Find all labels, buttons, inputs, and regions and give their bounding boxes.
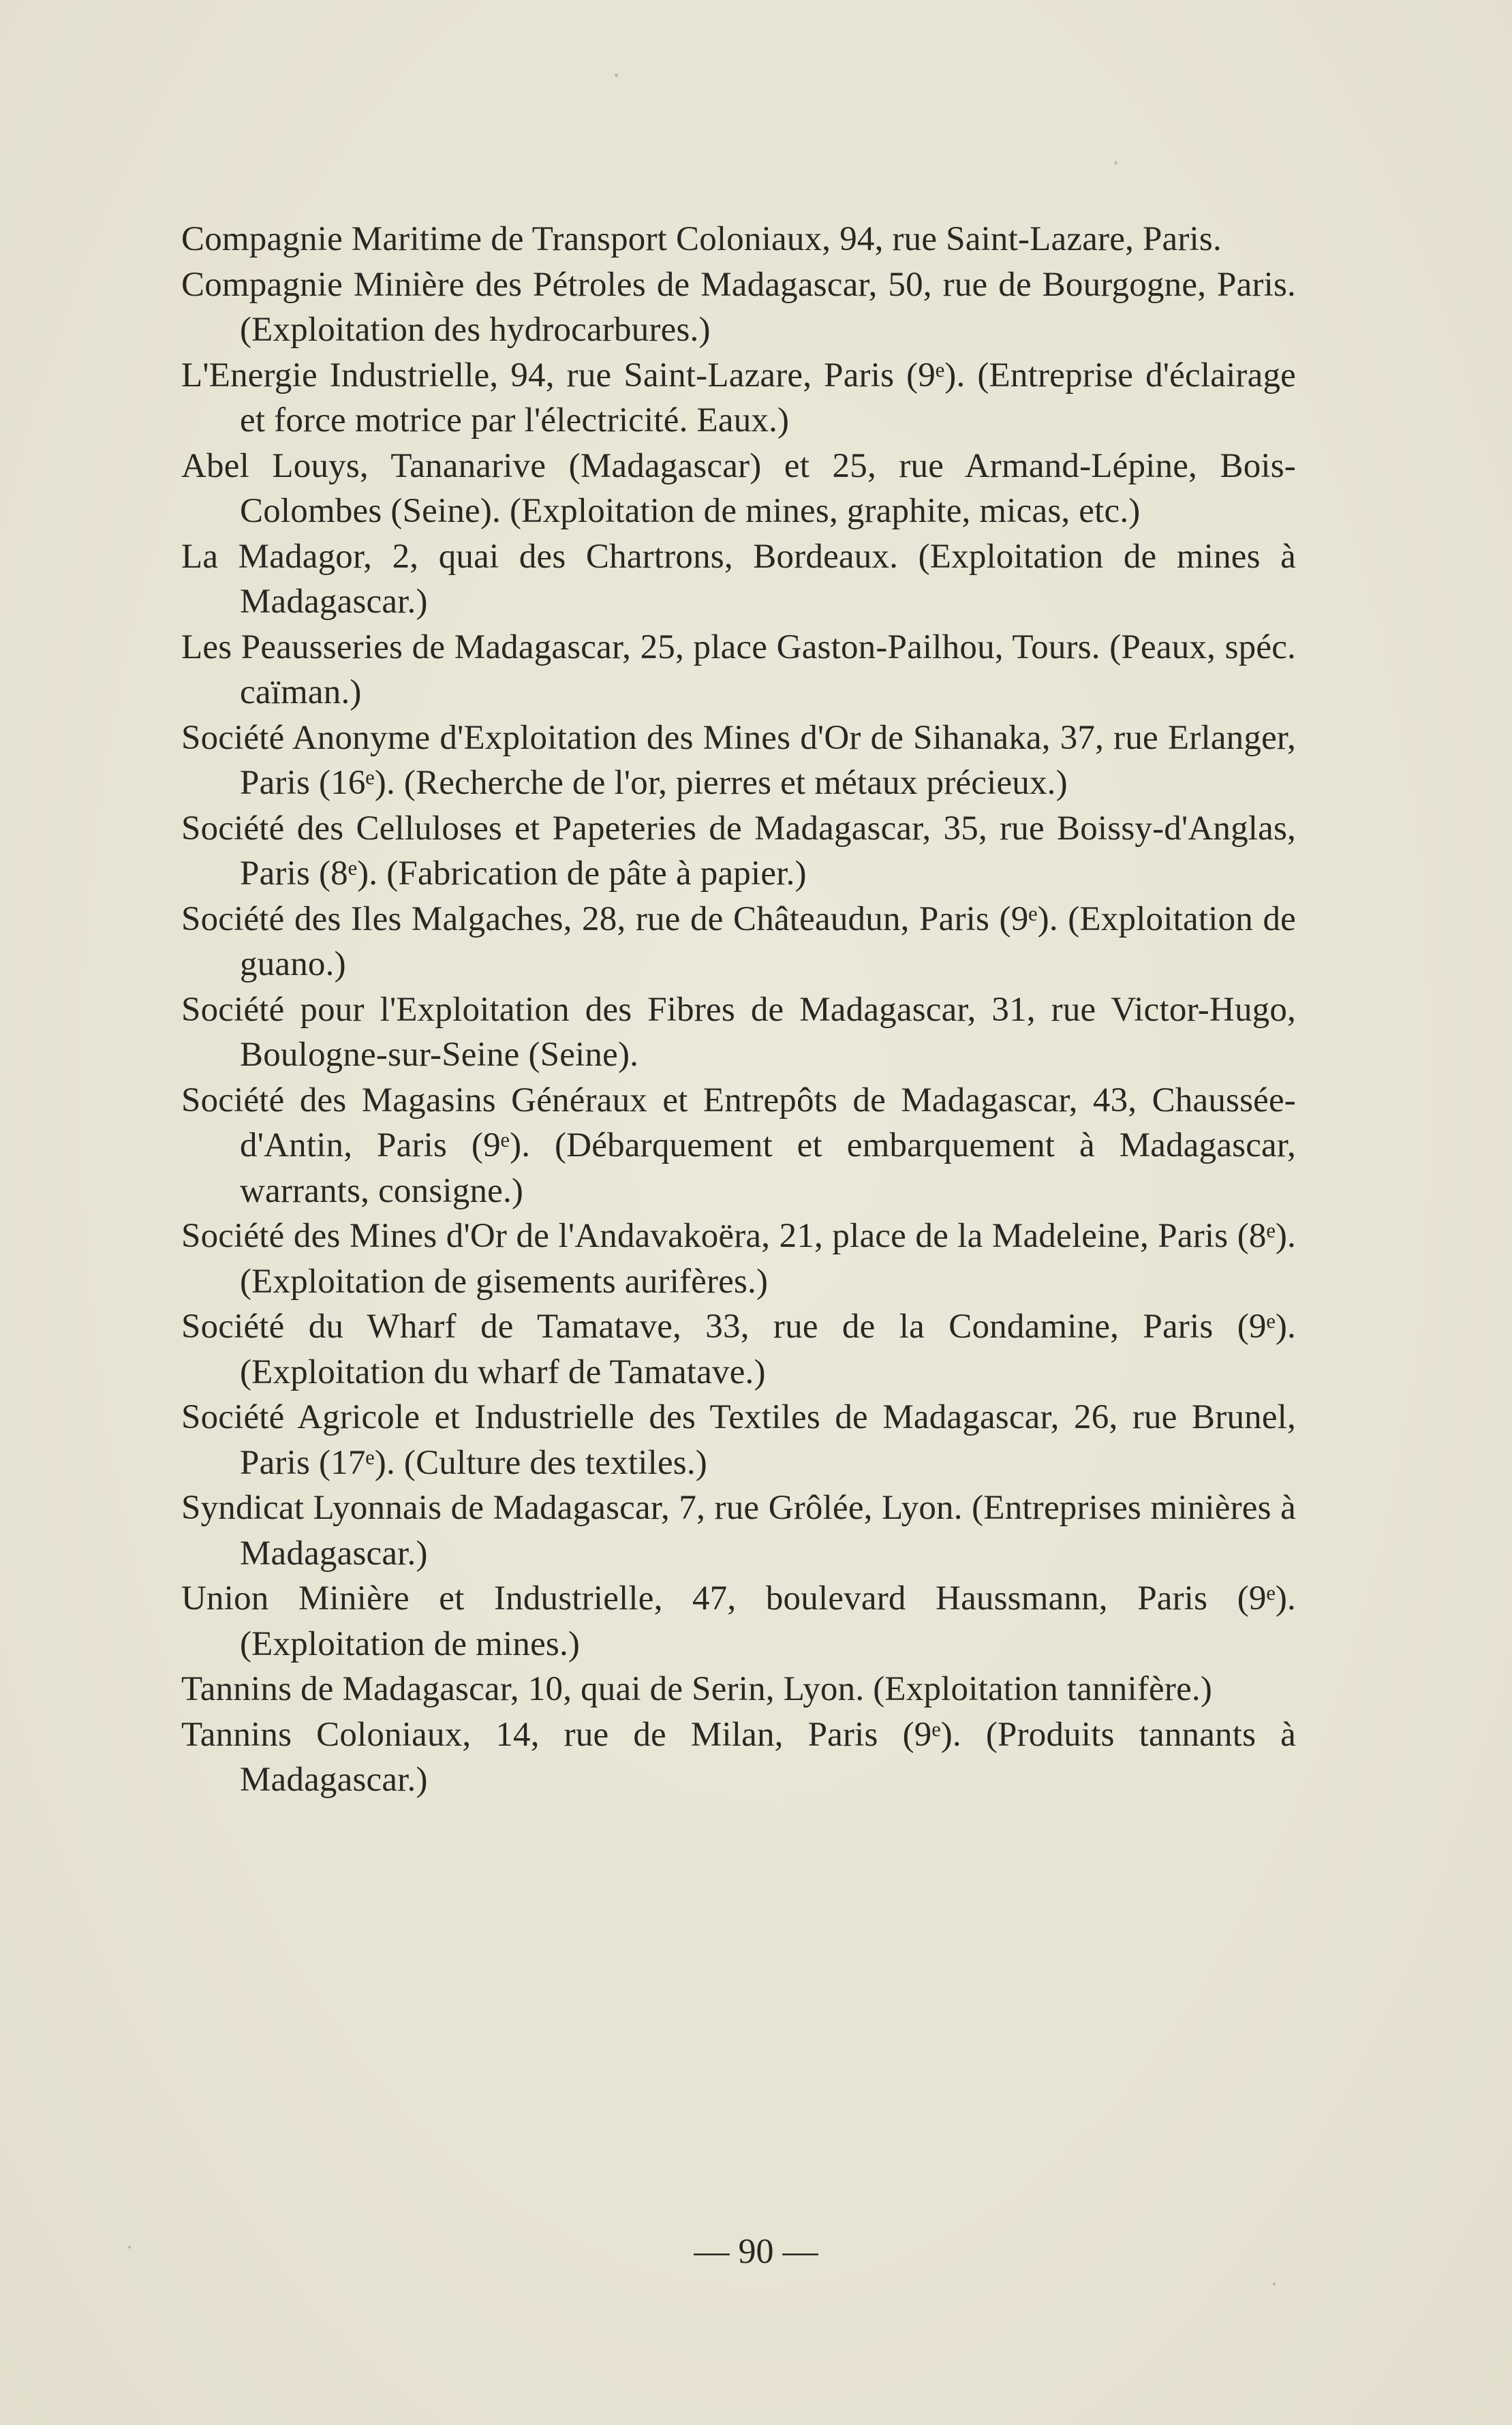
company-entry: Abel Louys, Tananarive (Madagascar) et 25, rue Armand-Lépine, Bois-Colombes (Seine). (Exploitation de mines, graphite, micas, etc.) bbox=[181, 446, 1296, 530]
company-entry: Société Agricole et Industrielle des Textiles de Madagascar, 26, rue Brunel, Paris (17ᵉ). (Culture des textiles.) bbox=[181, 1398, 1296, 1482]
company-entry: Société des Celluloses et Papeteries de Madagascar, 35, rue Boissy-d'Anglas, Paris (8ᵉ). (Fabrication de pâte à papier.) bbox=[181, 809, 1296, 893]
company-entry: Union Minière et Industrielle, 47, boulevard Haussmann, Paris (9ᵉ). (Exploitation de mines.) bbox=[181, 1579, 1296, 1663]
company-entry: Société pour l'Exploitation des Fibres de Madagascar, 31, rue Victor-Hugo, Boulogne-sur-Seine (Seine). bbox=[181, 990, 1296, 1074]
paper-speck bbox=[1115, 161, 1117, 165]
company-entry: Compagnie Minière des Pétroles de Madagascar, 50, rue de Bourgogne, Paris. (Exploitation des hydrocarbures.) bbox=[181, 265, 1296, 349]
company-list bbox=[181, 217, 1296, 1803]
company-entry: Compagnie Maritime de Transport Coloniaux, 94, rue Saint-Lazare, Paris. bbox=[181, 220, 1222, 258]
paper-speck bbox=[615, 74, 618, 77]
company-entry: Les Peausseries de Madagascar, 25, place Gaston-Pailhou, Tours. (Peaux, spéc. caïman.) bbox=[181, 628, 1296, 711]
company-entry: Société des Iles Malgaches, 28, rue de Châteaudun, Paris (9ᵉ). (Exploitation de guano.) bbox=[181, 899, 1296, 983]
company-entry: Société Anonyme d'Exploitation des Mines d'Or de Sihanaka, 37, rue Erlanger, Paris (16ᵉ). (Recherche de l'or, pierres et métaux précieux.) bbox=[181, 718, 1296, 802]
company-entry: La Madagor, 2, quai des Chartrons, Bordeaux. (Exploitation de mines à Madagascar.) bbox=[181, 537, 1296, 621]
company-entry: Tannins de Madagascar, 10, quai de Serin, Lyon. (Exploitation tannifère.) bbox=[181, 1670, 1213, 1708]
paper-speck bbox=[1273, 2283, 1276, 2285]
company-entry: Syndicat Lyonnais de Madagascar, 7, rue Grôlée, Lyon. (Entreprises minières à Madagascar.) bbox=[181, 1489, 1296, 1573]
company-entry: Société des Mines d'Or de l'Andavakoëra, 21, place de la Madeleine, Paris (8ᵉ). (Exploitation de gisements aurifères.) bbox=[181, 1217, 1296, 1301]
company-entry: Société des Magasins Généraux et Entrepôts de Madagascar, 43, Chaussée-d'Antin, Paris (9ᵉ). (Débarquement et embarquement à Madagascar, warrants, consigne.) bbox=[181, 1081, 1296, 1210]
company-entry: L'Energie Industrielle, 94, rue Saint-Lazare, Paris (9ᵉ). (Entreprise d'éclairage et force motrice par l'électricité. Eaux.) bbox=[181, 356, 1296, 439]
page-number: — 90 — bbox=[694, 2232, 818, 2271]
company-entry: Tannins Coloniaux, 14, rue de Milan, Paris (9ᵉ). (Produits tannants à Madagascar.) bbox=[181, 1715, 1296, 1799]
company-entry: Société du Wharf de Tamatave, 33, rue de la Condamine, Paris (9ᵉ). (Exploitation du wharf de Tamatave.) bbox=[181, 1308, 1296, 1391]
